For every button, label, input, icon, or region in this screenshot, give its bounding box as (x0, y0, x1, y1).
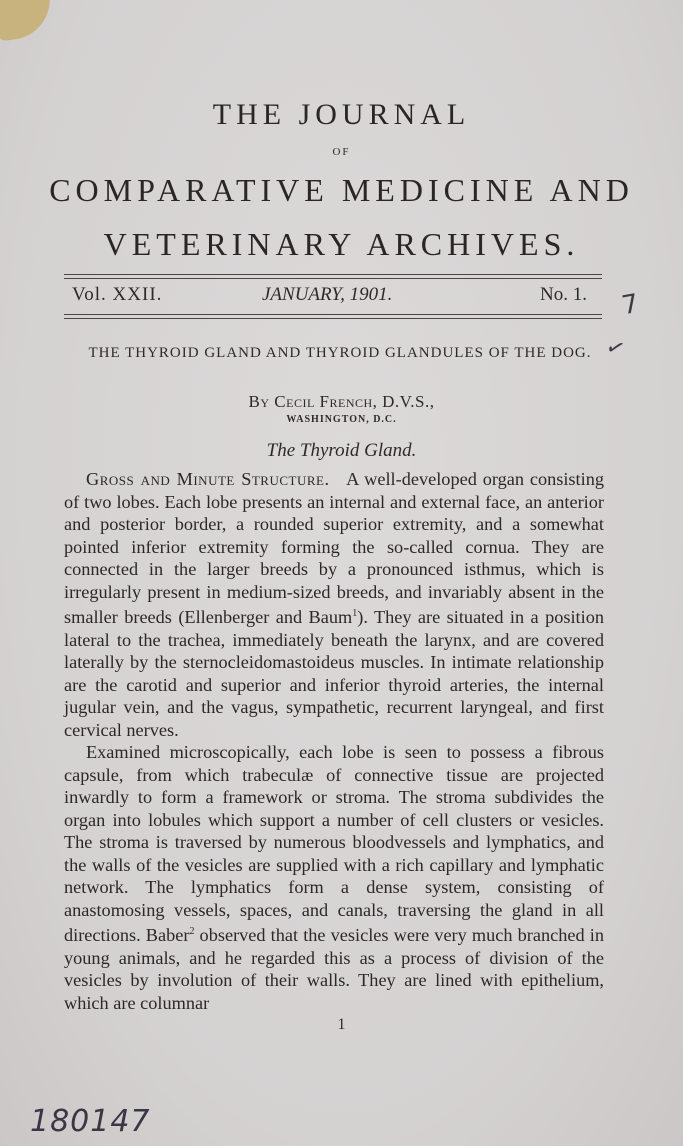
paragraph-2-text-a: Examined microscopically, each lobe is seen to possess a fibrous capsule, from which trabeculæ of connective tissue are projected inwardly to form a framework or stroma. The stroma subdivides the organ into lobules which support a number of cell clusters or vesicles. The stroma is traversed by numerous bloodvessels and lymphatics, and the walls of the vesicles are supplied with a rich capillary and lymphatic network. The lymphatics form a dense system, consisting of anastomosing vessels, spaces, and canals, traversing the gland in all directions. Baber (64, 742, 604, 946)
volume-label: Vol. XXII. (72, 284, 163, 305)
paper-stain (0, 0, 55, 42)
rule-bottom-1 (64, 314, 602, 315)
author-name: Cecil French, D.V.S., (274, 392, 435, 411)
section-heading: The Thyroid Gland. (266, 440, 417, 461)
paragraph-1-text-a: A well-developed organ consisting of two lobes. Each lobe presents an internal and external face, an anterior and posterior border, a rounded superior extremity, and a somewhat pointed inferior extremity forming the so-called cornua. They are connected in the larger breeds by a pronounced isthmus, which is irregularly present in medium-sized breeds, and invariably absent in the smaller breeds (Ellenberger and Baum (64, 469, 604, 628)
journal-subtitle-line-1: COMPARATIVE MEDICINE AND (49, 172, 634, 208)
footnote-ref-2: 2 (189, 926, 195, 938)
paragraph-2-text-b: observed that the vesicles were very much branched in young animals, and he regarded this as a process of division of the vesicles by involution of their walls. They are lined with epithelium, which are columnar (64, 925, 604, 1013)
author-location: WASHINGTON, D.C. (286, 414, 397, 425)
margin-annotation: 7 (619, 288, 642, 322)
byline-prefix: By (248, 392, 270, 411)
paragraph-2 (64, 741, 604, 1014)
accession-number: 180147 (30, 1104, 151, 1139)
journal-subtitle-line-2: VETERINARY ARCHIVES. (103, 226, 580, 262)
rule-top-1 (64, 274, 602, 275)
paragraph-lead: Gross and Minute Structure. (86, 469, 330, 489)
paragraph-1-text-b: ). They are situated in a position lateral to the trachea, immediately beneath the larynx, and are covered laterally by the sternocleidomastoideus muscles. In intimate relationship are the carotid and superior and inferior thyroid arteries, the internal jugular vein, and the vagus, sympathetic, recurrent laryngeal, and first cervical nerves. (64, 607, 604, 740)
issue-number: No. 1. (540, 284, 587, 305)
article-title: THE THYROID GLAND AND THYROID GLANDULES OF THE DOG. (88, 345, 592, 361)
paragraph-1 (64, 468, 604, 741)
footnote-ref-1: 1 (352, 608, 358, 619)
page-number: 1 (337, 1016, 346, 1033)
journal-of: OF (332, 146, 351, 158)
margin-check-mark: ✓ (602, 333, 629, 364)
issue-date: JANUARY, 1901. (262, 284, 393, 305)
byline (0, 392, 683, 412)
article-body (64, 468, 604, 1014)
rule-top-2 (64, 278, 602, 279)
rule-bottom-2 (64, 318, 602, 319)
journal-title: THE JOURNAL (212, 98, 471, 131)
